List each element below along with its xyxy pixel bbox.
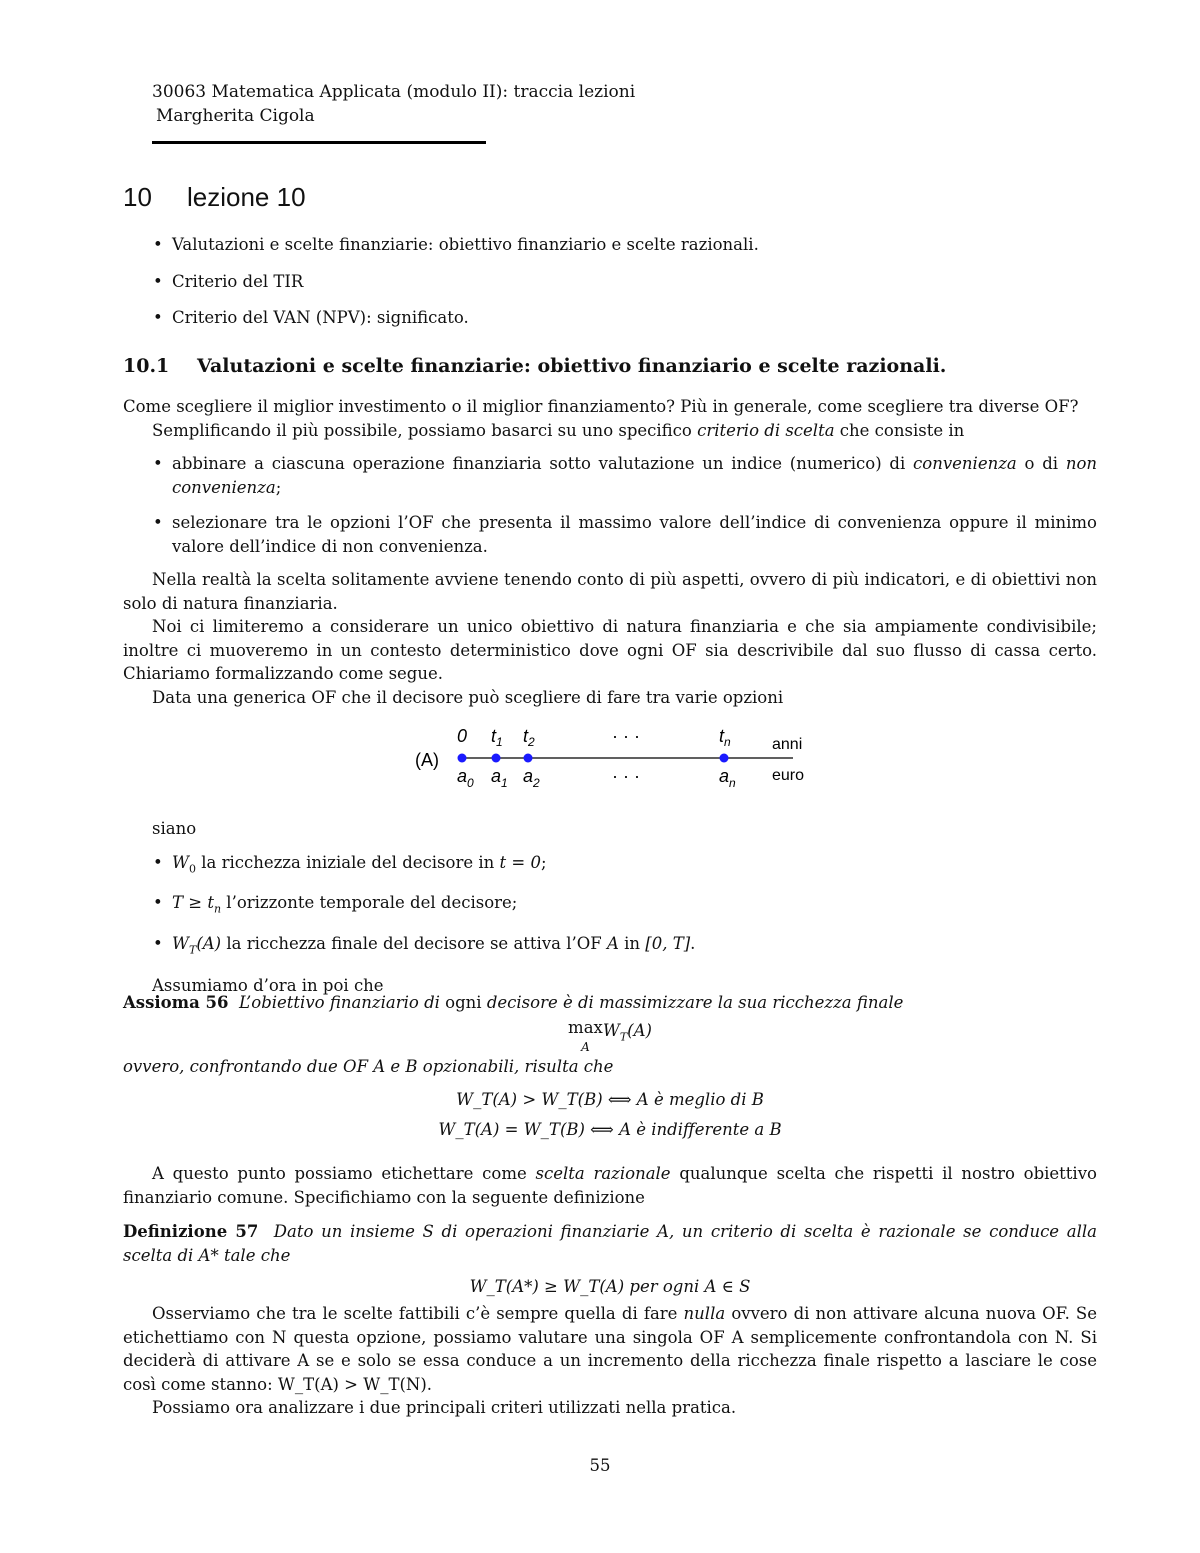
section-heading [123, 182, 306, 213]
unit-top-label: anni [772, 736, 803, 753]
paragraph: Osserviamo che tra le scelte fattibili c’è sempre quella di fare nulla ovvero di non attivare alcuna nuova OF. Se etichettiamo con N questa opzione, possiamo valutare una singola OF A semplicemente confrontandola con N. Si deciderà di attivare A se e solo se essa conduce a un incremento della ricchezza finale rispetto a lasciare le cose così come stanno: W_T(A) > W_T(N). [123, 1304, 1097, 1394]
list-item: • $W_T(A)$ la ricchezza finale del decisore se attiva l’OF A in [0, T]. [153, 934, 696, 957]
amount-label: $a_1$ [491, 766, 508, 790]
subsection-heading [123, 355, 946, 377]
paragraph: ovvero, confrontando due OF A e B opzionabili, risulta che [123, 1056, 614, 1076]
amount-label: $a_n$ [719, 766, 736, 790]
time-label: $t_1$ [491, 726, 503, 749]
unit-bottom-label: euro [772, 767, 805, 784]
list-item: • abbinare a ciascuna operazione finanziaria sotto valutazione un indice (numerico) di convenienza o di non convenienza; [153, 454, 1097, 497]
list-item: • Criterio del VAN (NPV): significato. [153, 308, 469, 327]
section-number: 10 [123, 182, 152, 212]
intro-block [123, 395, 1097, 442]
timeline-dot [492, 754, 501, 763]
paragraph: Nella realtà la scelta solitamente avviene tenendo conto di più aspetti, ovvero di più indicatori, e di obiettivi non solo di natura finanziaria. [123, 570, 1097, 613]
definition-label: Definizione 57 [123, 1222, 259, 1241]
time-label: 0 [457, 726, 468, 746]
axiom-label: Assioma 56 [123, 993, 229, 1012]
time-label: $t_2$ [523, 726, 535, 749]
equation: W_T(A*) ≥ W_T(A) per ogni A ∈ S [469, 1277, 751, 1296]
equation: W_T(A) > W_T(B) ⟺ A è meglio di B [456, 1090, 764, 1109]
subsection-title: Valutazioni e scelte finanziarie: obiettivo finanziario e scelte razionali. [197, 355, 947, 377]
max-formula: max $AW_T(A)$ [568, 1017, 652, 1054]
diagram-label: (A) [415, 750, 439, 770]
timeline-dot [524, 754, 533, 763]
subsection-number: 10.1 [123, 355, 170, 377]
amount-label: $a_2$ [523, 766, 540, 790]
axiom-statement: Assioma 56 L’obiettivo finanziario di ogni decisore è di massimizzare la sua ricchezza finale [123, 993, 904, 1012]
time-label: · · · [612, 726, 640, 746]
course-title: 30063 Matematica Applicata (modulo II): traccia lezioni [152, 82, 636, 102]
closing-block [123, 1302, 1097, 1420]
cash-flow-diagram [405, 720, 825, 800]
paragraph: Semplificando il più possibile, possiamo basarci su uno specifico criterio di scelta che consiste in [152, 420, 965, 440]
running-header [152, 80, 635, 128]
criteria-list [123, 452, 1097, 558]
author-name: Margherita Cigola [156, 106, 315, 126]
paragraph: Noi ci limiteremo a considerare un unico obiettivo di natura finanziaria e che sia ampiamente condivisibile; inoltre ci muoveremo in un contesto deterministico dove ogni OF sia descrivibile dal suo flusso di cassa certo. Chiariamo formalizzando come segue. [123, 617, 1097, 683]
page-number: 55 [589, 1456, 611, 1475]
list-item: • Valutazioni e scelte finanziarie: obiettivo finanziario e scelte razionali. [153, 235, 759, 254]
paragraph: Possiamo ora analizzare i due principali criteri utilizzati nella pratica. [152, 1398, 737, 1417]
list-item: • selezionare tra le opzioni l’OF che presenta il massimo valore dell’indice di convenienza oppure il minimo valore dell’indice di non convenienza. [153, 513, 1097, 556]
list-item: • $W_0$ la ricchezza iniziale del decisore in t = 0; [153, 852, 547, 875]
equation: W_T(A) = W_T(B) ⟺ A è indifferente a B [438, 1119, 782, 1139]
paragraph: Assumiamo d’ora in poi che [152, 975, 384, 995]
amount-label: $a_0$ [457, 766, 474, 790]
paragraph: siano [152, 819, 197, 838]
amount-label: · · · [612, 766, 640, 786]
definitions-block [123, 817, 1097, 997]
timeline-dot [458, 754, 467, 763]
paragraph: A questo punto possiamo etichettare come scelta razionale qualunque scelta che rispetti il nostro obiettivo finanziario comune. Specifichiamo con la seguente definizione [123, 1164, 1097, 1207]
body-block [123, 568, 1097, 709]
axiom-block [123, 991, 1097, 1141]
definition-statement: Definizione 57 Dato un insieme S di operazioni finanziarie A, un criterio di scelta è razionale se conduce alla scelta di A* tale che [123, 1222, 1097, 1265]
definition-block [123, 1220, 1097, 1299]
section-title: lezione 10 [187, 182, 306, 212]
list-item: • Criterio del TIR [153, 271, 304, 291]
list-item: • $T \ge t_n$ l’orizzonte temporale del decisore; [153, 893, 518, 916]
header-rule [152, 141, 486, 144]
topic-list [123, 233, 1097, 330]
paragraph: Come scegliere il miglior investimento o il miglior finanziamento? Più in generale, come scegliere tra diverse OF? [123, 397, 1079, 416]
time-label: $t_n$ [719, 726, 731, 749]
rational-block [123, 1162, 1097, 1209]
paragraph: Data una generica OF che il decisore può scegliere di fare tra varie opzioni [152, 687, 784, 707]
timeline-dot [720, 754, 729, 763]
